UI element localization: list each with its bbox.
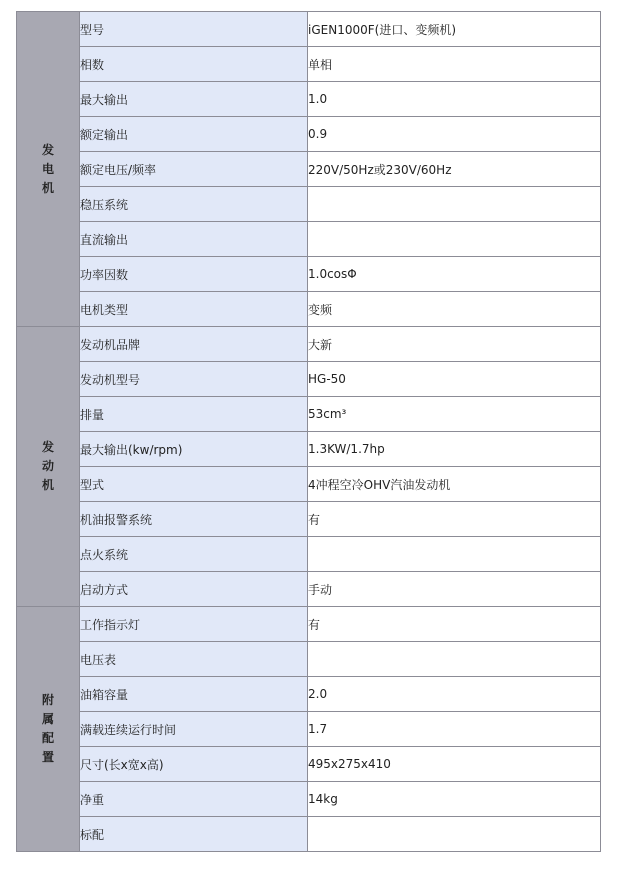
spec-value: 0.9 <box>308 117 601 152</box>
table-row <box>17 572 601 607</box>
spec-label: 净重 <box>80 782 308 817</box>
table-row <box>17 187 601 222</box>
spec-value: 大新 <box>308 327 601 362</box>
spec-value <box>308 817 601 852</box>
table-row <box>17 152 601 187</box>
table-row <box>17 607 601 642</box>
spec-label: 机油报警系统 <box>80 502 308 537</box>
spec-label: 尺寸(长x宽x高) <box>80 747 308 782</box>
spec-value: 2.0 <box>308 677 601 712</box>
table-row <box>17 467 601 502</box>
table-row <box>17 327 601 362</box>
spec-value: 1.0 <box>308 82 601 117</box>
spec-value: 单相 <box>308 47 601 82</box>
spec-table-body <box>17 12 601 852</box>
table-row <box>17 117 601 152</box>
section-category-label: 发动机 <box>41 440 54 492</box>
spec-label: 启动方式 <box>80 572 308 607</box>
spec-label: 稳压系统 <box>80 187 308 222</box>
table-row <box>17 677 601 712</box>
spec-value: 手动 <box>308 572 601 607</box>
spec-value: 1.7 <box>308 712 601 747</box>
spec-label: 型号 <box>80 12 308 47</box>
spec-table <box>16 11 601 852</box>
spec-value <box>308 537 601 572</box>
spec-label: 额定电压/频率 <box>80 152 308 187</box>
table-row <box>17 397 601 432</box>
spec-label: 相数 <box>80 47 308 82</box>
spec-label: 最大输出(kw/rpm) <box>80 432 308 467</box>
spec-label: 工作指示灯 <box>80 607 308 642</box>
spec-label: 型式 <box>80 467 308 502</box>
section-category-cell <box>17 607 80 852</box>
spec-value: 1.0cosΦ <box>308 257 601 292</box>
spec-value: 14kg <box>308 782 601 817</box>
spec-value: 有 <box>308 502 601 537</box>
section-category-cell <box>17 327 80 607</box>
spec-value: 有 <box>308 607 601 642</box>
table-row <box>17 502 601 537</box>
section-category-cell <box>17 12 80 327</box>
table-row <box>17 12 601 47</box>
spec-value: 4冲程空冷OHV汽油发动机 <box>308 467 601 502</box>
table-row <box>17 47 601 82</box>
spec-value: iGEN1000F(进口、变频机) <box>308 12 601 47</box>
spec-value <box>308 222 601 257</box>
spec-label: 满载连续运行时间 <box>80 712 308 747</box>
table-row <box>17 782 601 817</box>
spec-value: 变频 <box>308 292 601 327</box>
table-row <box>17 712 601 747</box>
spec-label: 油箱容量 <box>80 677 308 712</box>
table-row <box>17 642 601 677</box>
spec-value: 1.3KW/1.7hp <box>308 432 601 467</box>
spec-value: 220V/50Hz或230V/60Hz <box>308 152 601 187</box>
spec-label: 点火系统 <box>80 537 308 572</box>
spec-label: 发动机型号 <box>80 362 308 397</box>
section-category-label: 发电机 <box>41 142 54 195</box>
spec-label: 额定输出 <box>80 117 308 152</box>
table-row <box>17 747 601 782</box>
section-category-label: 附属配置 <box>41 693 54 764</box>
table-row <box>17 537 601 572</box>
table-row <box>17 432 601 467</box>
spec-label: 电压表 <box>80 642 308 677</box>
spec-label: 发动机品牌 <box>80 327 308 362</box>
spec-label: 功率因数 <box>80 257 308 292</box>
spec-label: 电机类型 <box>80 292 308 327</box>
table-row <box>17 362 601 397</box>
spec-value: 53cm³ <box>308 397 601 432</box>
table-row <box>17 257 601 292</box>
spec-value: HG-50 <box>308 362 601 397</box>
spec-value <box>308 187 601 222</box>
table-row <box>17 82 601 117</box>
spec-label: 排量 <box>80 397 308 432</box>
spec-value <box>308 642 601 677</box>
table-row <box>17 222 601 257</box>
spec-label: 直流输出 <box>80 222 308 257</box>
spec-label: 标配 <box>80 817 308 852</box>
spec-label: 最大输出 <box>80 82 308 117</box>
table-row <box>17 817 601 852</box>
spec-value: 495x275x410 <box>308 747 601 782</box>
table-row <box>17 292 601 327</box>
